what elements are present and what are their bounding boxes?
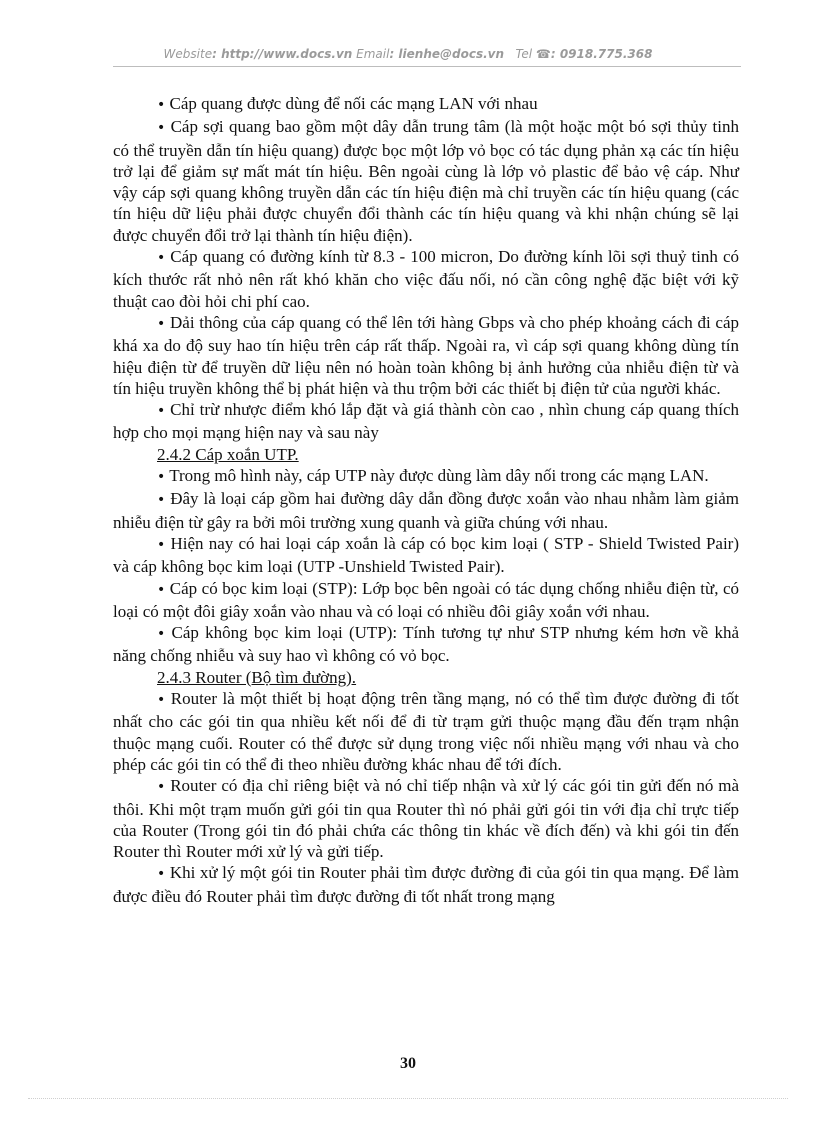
paragraph-text: Cáp có bọc kim loại (STP): Lớp bọc bên ngoài có tác dụng chống nhiễu điện từ, có loại có một đôi giây xoắn vào nhau và có loại có nhiều đôi giây xoắn với nhau. xyxy=(113,578,739,621)
paragraph-text: Router có địa chỉ riêng biệt và nó chỉ tiếp nhận và xử lý các gói tin gửi đến nó mà thôi. Khi một trạm muốn gửi gói tin qua Router thì nó phải gửi gói tin với địa chỉ trực tiếp của Router (Trong gói tin đó phải chứa các thông tin khác về đích đến) và khi gói tin đến Router thì Router mới xử lý và gửi tiếp. xyxy=(113,776,740,862)
bullet-icon: • xyxy=(157,469,166,486)
bullet-icon: • xyxy=(157,779,166,796)
paragraph-text: Cáp sợi quang bao gồm một dây dẫn trung tâm (là một hoặc một bó sợi thủy tinh có thể truyền dẫn tín hiệu quang) được bọc một lớp vỏ bọc có tác dụng phản xạ các tín hiệu trở lại để giảm sự mất mát tín hiệu. Bên ngoài cùng là lớp vỏ plastic để bảo vệ cáp. Như vậy cáp sợi quang không truyền dẫn các tín hiệu điện mà chỉ truyền các tín hiệu quang (các tín hiệu dữ liệu phải được chuyển đổi thành các tín hiệu quang và khi nhận chúng sẽ lại được chuyển đổi trở lại thành tín hiệu điện). xyxy=(113,117,739,245)
paragraph-text: Hiện nay có hai loại cáp xoắn là cáp có bọc kim loại ( STP - Shield Twisted Pair) và cáp không bọc kim loại (UTP -Unshield Twisted Pair). xyxy=(113,533,740,577)
bullet-paragraph xyxy=(113,465,739,488)
section-heading xyxy=(113,444,739,465)
email-label: Email xyxy=(356,47,390,61)
bullet-paragraph xyxy=(113,399,739,444)
website-label: Website xyxy=(163,47,213,61)
bullet-icon: • xyxy=(157,120,166,137)
footer-divider xyxy=(28,1098,788,1099)
bullet-paragraph xyxy=(113,775,739,862)
paragraph-text: Chỉ trừ nhược điểm khó lắp đặt và giá thành còn cao , nhìn chung cáp quang thích hợp cho mọi mạng hiện nay và sau này xyxy=(113,400,739,443)
bullet-paragraph xyxy=(113,688,739,775)
section-heading xyxy=(113,667,739,688)
website-value[interactable]: : http://www.docs.vn xyxy=(212,47,353,61)
bullet-icon: • xyxy=(157,692,166,709)
bullet-paragraph xyxy=(113,533,739,578)
paragraph-text: Khi xử lý một gói tin Router phải tìm được đường đi của gói tin qua mạng. Để làm được điều đó Router phải tìm được đường đi tốt nhất trong mạng xyxy=(113,863,739,906)
paragraph-text: Cáp không bọc kim loại (UTP): Tính tương tự như STP nhưng kém hơn về khả năng chống nhiễu và suy hao vì không có vỏ bọc. xyxy=(113,623,740,666)
page-header xyxy=(0,47,816,61)
bullet-paragraph xyxy=(113,622,739,667)
bullet-icon: • xyxy=(157,581,166,598)
paragraph-text: Đây là loại cáp gồm hai đường dây dẫn đồng được xoắn vào nhau nhằm làm giảm nhiễu điện từ gây ra bởi môi trường xung quanh và giữa chúng với nhau. xyxy=(113,489,739,532)
phone-icon: ☎ xyxy=(535,47,551,61)
tel-value: : 0918.775.368 xyxy=(550,47,653,61)
bullet-icon: • xyxy=(157,403,166,420)
paragraph-text: Router là một thiết bị hoạt động trên tầng mạng, nó có thể tìm được đường đi tốt nhất cho các gói tin qua nhiều kết nối để đi từ trạm gửi thuộc mạng đầu đến trạm nhận thuộc mạng cuối. Router có thể được sử dụng trong việc nối nhiều mạng với nhau và cho phép các gói tin có thể đi theo nhiều đường khác nhau để tới đích. xyxy=(113,689,739,774)
bullet-icon: • xyxy=(157,315,166,332)
bullet-paragraph xyxy=(113,312,739,399)
document-body xyxy=(113,93,739,907)
paragraph-text: Cáp quang được dùng để nối các mạng LAN với nhau xyxy=(169,94,538,113)
bullet-paragraph xyxy=(113,93,739,116)
bullet-icon: • xyxy=(157,250,166,267)
section-heading-text: 2.4.3 Router (Bộ tìm đường). xyxy=(157,667,357,687)
bullet-icon: • xyxy=(157,866,166,883)
paragraph-text: Trong mô hình này, cáp UTP này được dùng làm dây nối trong các mạng LAN. xyxy=(169,466,709,486)
bullet-icon: • xyxy=(157,492,166,509)
page-number: 30 xyxy=(400,1055,416,1072)
bullet-paragraph xyxy=(113,862,739,907)
header-divider xyxy=(113,66,741,67)
email-value[interactable]: : lienhe@docs.vn xyxy=(389,47,505,61)
bullet-paragraph xyxy=(113,246,739,312)
bullet-icon: • xyxy=(157,97,166,113)
section-heading-text: 2.4.2 Cáp xoắn UTP. xyxy=(157,444,299,464)
bullet-icon: • xyxy=(157,626,166,643)
bullet-paragraph xyxy=(113,488,739,533)
paragraph-text: Dải thông của cáp quang có thể lên tới hàng Gbps và cho phép khoảng cách đi cáp khá xa do độ suy hao tín hiệu trên cáp rất thấp. Ngoài ra, vì cáp sợi quang không dùng tín hiệu điện từ để truyền dữ liệu nên nó hoàn toàn không bị ảnh hưởng của nhiễu điện từ và tín hiệu truyền không thể bị phát hiện và thu trộm bởi các thiết bị điện tử của người khác. xyxy=(113,312,739,398)
paragraph-text: Cáp quang có đường kính từ 8.3 - 100 micron, Do đường kính lõi sợi thuỷ tinh có kích thước rất nhỏ nên rất khó khăn cho việc đấu nối, nó cần công nghệ đặc biệt với kỹ thuật cao đòi hỏi chi phí cao. xyxy=(113,247,739,311)
bullet-icon: • xyxy=(157,536,166,553)
bullet-paragraph xyxy=(113,116,739,246)
bullet-paragraph xyxy=(113,578,739,623)
tel-label: Tel xyxy=(515,47,533,61)
